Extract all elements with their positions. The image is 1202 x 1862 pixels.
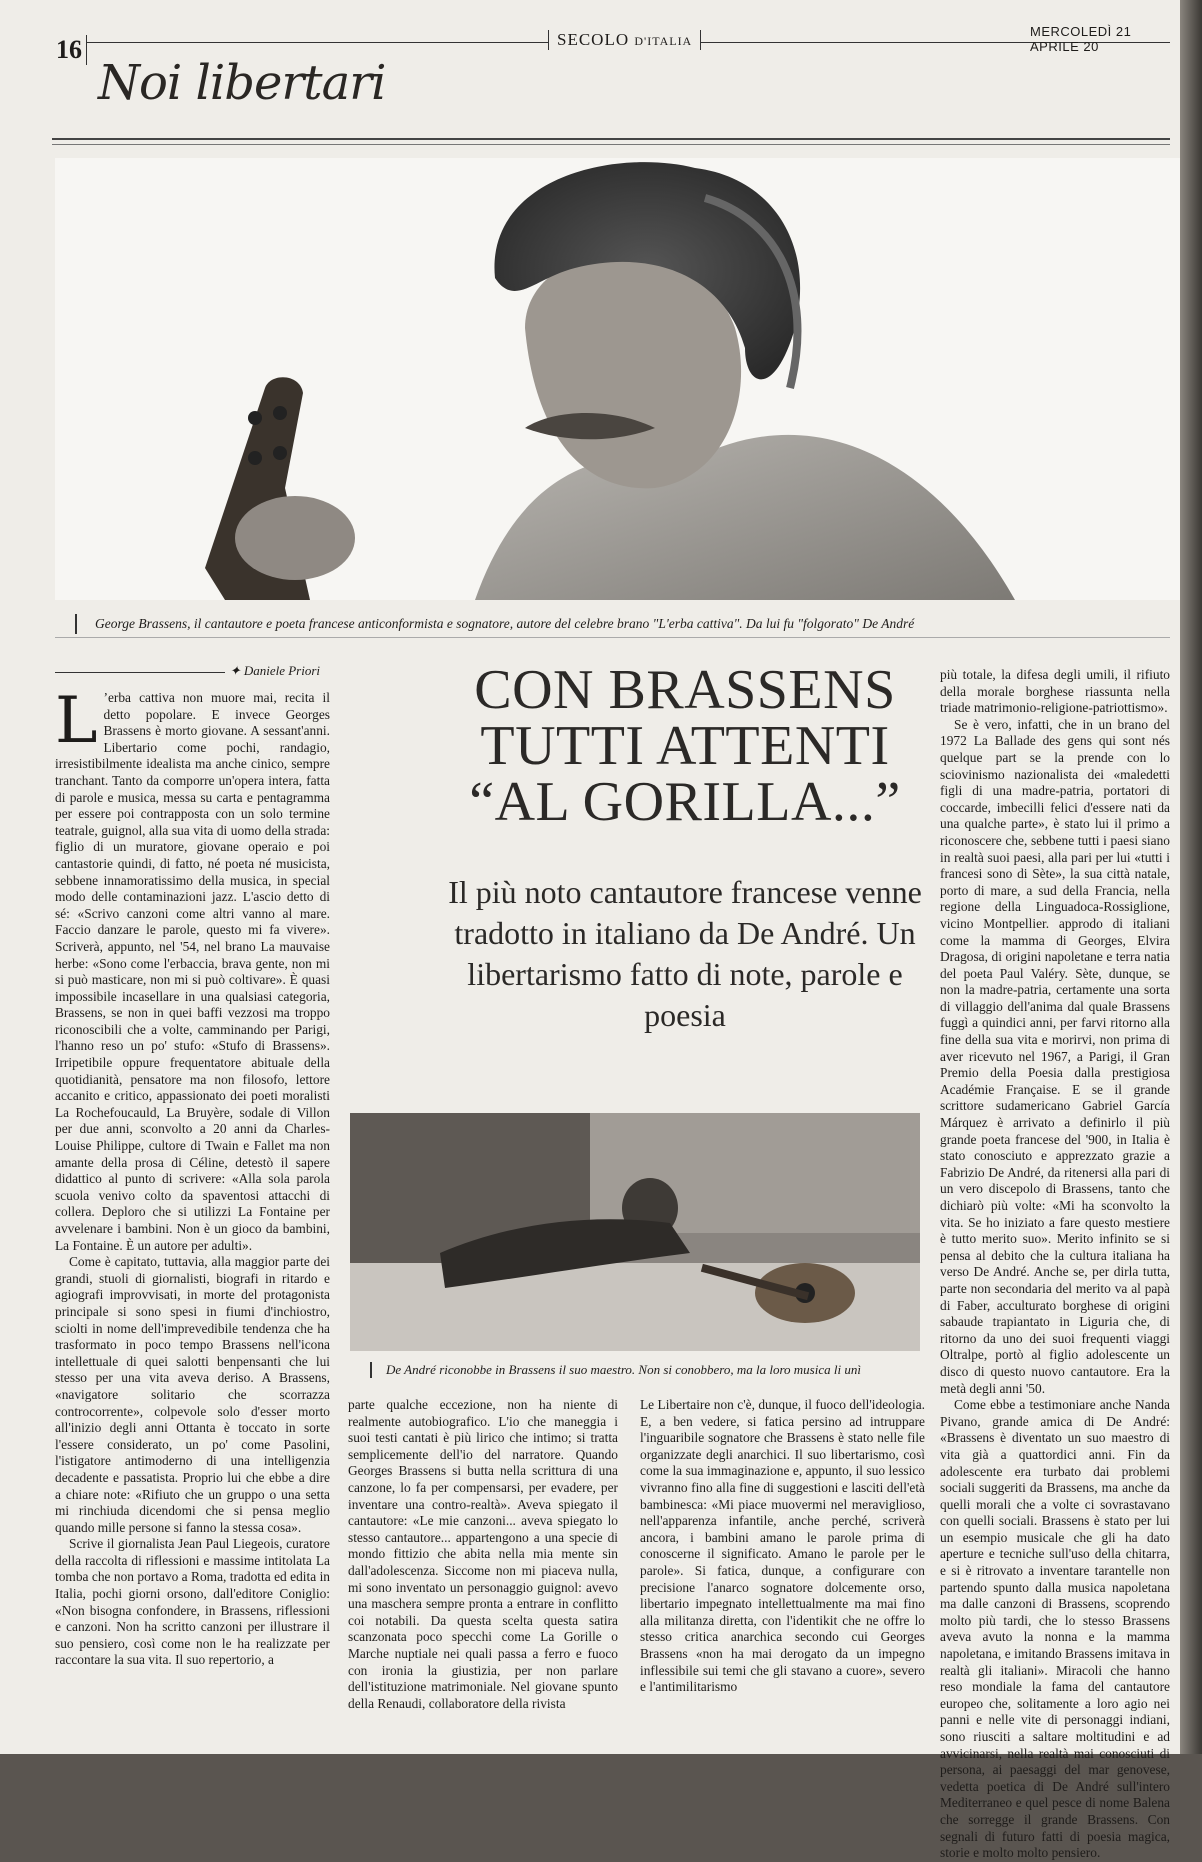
article-column-2 (348, 1397, 618, 1752)
author-name: Daniele Priori (243, 663, 320, 678)
paragraph: Come è capitato, tuttavia, alla maggior parte dei grandi, stuoli di giornalisti, biografi in ritardo e agiografi improvvisati, in morte del protagonista principale si sono spesi in fiumi d'inchiostro, sciolti in nome dell'imprevedibile tendenza che ha trasformato in poco tempo Brassens nell'icona intellettuale di quei salotti benpensanti che lui stesso per una vita aveva deriso. A Brassens, «navigatore solitario che scorrazza controcorrente», colpevole solo d'esser morto all'inizio degli anni Ottanta è toccato in sorte l'essere considerato, un po' come Pasolini, l'istigatore antimoderno di una intelligenzia decadente e passatista. Proprio lui che ebbe a dire a chiare note: «Rifiuto che un gruppo o una setta mi rinchiuda dicendomi che si pensa meglio quando mille persone si fanno la stessa cosa». (55, 1254, 330, 1535)
section-title: Noi libertari (98, 55, 386, 111)
subheadline: Il più noto cantautore francese venne tradotto in italiano da De André. Un libertarismo fatto di note, parole e poesia (448, 874, 922, 1033)
headline-line: CON BRASSENS (474, 659, 896, 721)
paragraph: Se è vero, infatti, che in un brano del 1972 La Ballade des gens qui sont nés quelque part se la prende con lo sciovinismo nazionalista dei «maledetti figli di una madre-patria, portatori di coccarde, imbecilli felici d'essere nati da una qualche parte», è stato lui il primo a riconoscere che, sebbene tutti i paesi siano in realtà suoi paesi, alla pari per lui «tutti i francesi sono di Sète», la sua città natale, porto di mare, a sud della Francia, nella regione della Linguadoca-Rossiglione, vicino Montpellier. approdo di italiani come la mamma di Georges, Elvira Dragosa, di origini napoletane e terra natia del poeta Paul Valéry. Sète, dunque, se non la madre-patria, certamente una sorta di villaggio dell'anima dal quale Brassens fuggì a quindici anni, per farvi ritorno alla fine della sua vita e morirvi, non prima di aver ricevuto nel 1967, a Parigi, il Gran Premio della Poesia dalla prestigiosa Académie Française. E se il grande scrittore sudamericano Gabriel García Márquez è arrivato a definirlo il più grande poeta francese del '900, in Italia è stato conosciuto e apprezzato grazie a Fabrizio De André, da ritenersi alla pari di un vero discepolo di Brassens, tanto che dichiarò più volte: «Mi ha sconvolto la vita. Se ho iniziato a fare questo mestiere è tutto merito suo». Merito infinito se si pensa al debito che la cultura italiana ha verso De André. Anche se, per dirla tutta, parte non secondaria del merito va al papà di Faber, acculturato borghese di origini sabaude trapiantato in Liguria che, di ritorno da uno dei suoi frequenti viaggi Oltralpe, portò al figlio adolescente un disco di questo nuovo cantautore. Era la metà degli anni '50. (940, 716, 1170, 1396)
byline: ✦ Daniele Priori (229, 663, 320, 678)
paragraph: più totale, la difesa degli umili, il rifiuto della morale borghese riassunta nella triade matrimonio-religione-patriottismo». (940, 667, 1170, 716)
brassens-photo (55, 158, 1180, 600)
photo-caption: George Brassens, il cantautore e poeta francese anticonformista e sognatore, autore del celebre brano "L'erba cattiva". Da lui fu "folgorato" De André (75, 614, 1195, 634)
drop-cap: L (55, 684, 98, 758)
article-column-4 (940, 667, 1170, 1861)
newspaper-title-suffix: D'ITALIA (634, 34, 693, 48)
article-column-1 (55, 684, 330, 1750)
headline-line: TUTTI ATTENTI (480, 715, 890, 777)
newspaper-name (548, 30, 701, 50)
photo2-caption: De André riconobbe in Brassens il suo maestro. Non si conobbero, ma la loro musica li unì (370, 1362, 961, 1378)
de-andre-scene-illustration (350, 1113, 920, 1351)
brassens-portrait-illustration (55, 158, 1180, 600)
paragraph: Scrive il giornalista Jean Paul Liegeois, curatore della raccolta di riflessioni e massime intitolata La tomba che non portavo a Roma, tradotta ed edita in Italia, pochi giorni orsono, dall'editore Coniglio: «Non bisogna confondere, in Brassens, riflessioni e canzoni. Non ha scritto canzoni per illustrare il suo pensiero, così come non le ha realizzate per raccontare la sua vita. Il suo repertorio, a (55, 1536, 330, 1668)
article-column-3 (640, 1397, 925, 1752)
caption-rule (55, 637, 1170, 638)
headline-line: “AL GORILLA...” (469, 771, 901, 833)
paragraph: Come ebbe a testimoniare anche Nanda Pivano, grande amica di De André: «Brassens è diventato un suo maestro di vita già a quattordici anni. Fin da adolescente era turbato dai problemi sociali suggeriti da Brassens, ma anche da quelli morali che a volte ci sovrastavano con quelli sociali. Brassens è stato per lui un esempio musicale che gli ha dato aperture e tecniche sull'uso della chitarra, e si è ritrovato a inventare tarantelle non partendo spunto dalla musica napoletana ma dalle canzoni di Brassens, scoprendo molto più tardi, che lo stesso Brassens aveva avuto la nonna e la mamma napoletana, e imitando Brassens imitava in realtà gli italiani». Miracoli che hanno reso mondiale la fama del cantautore europeo che, solitamente a loro agio nei panni e nelle vite di personaggi indiani, sono riusciti a saltare moltitudini e ad avvicinarsi, nella realtà mai conosciuti di persona, ai paesaggi del mar genovese, vedetta poetica di De André sull'intero Mediterraneo e quel pesce di nome Balena che sorregge il grande Brassens. Con segnali di futuro fatti di poesia magica, storie e molto molto pensiero. (940, 1397, 1170, 1861)
page-number: 16 (52, 35, 87, 65)
section-rule (52, 138, 1170, 140)
newspaper-title: SECOLO (557, 30, 630, 49)
issue-date: MERCOLEDÌ 21 APRILE 20 (1030, 24, 1132, 54)
paragraph: Le Libertaire non c'è, dunque, il fuoco dell'ideologia. E, a ben vedere, si fatica persino ad intruppare l'inguaribile sognatore che Brassens è stato nelle file organizzate degli anarchici. Il suo libertarismo, così come la sua immaginazione e, appunto, il suo lessico vivranno fino alla fine di suggestioni e lasciti dell'età bambinesca: «Mi piace muovermi nel meraviglioso, nell'apparenza infantile, anche perché, scriverà ancora, i bambini amano le parole prima di conoscerne il significato. Amano le parole per le parole». Si fatica, dunque, a configurare con precisione l'anarco sognatore dolcemente orso, libertario impegnato intellettualmente ma mai fino alla militanza diretta, con l'identikit che ne offre lo stesso critica anarchica secondo cui Georges Brassens «non ha mai derogato da un impegno inflessibile sui temi che gli stavano a cuore», severo e l'antimilitarismo (640, 1397, 925, 1695)
de-andre-photo (350, 1113, 920, 1351)
book-binding-edge (1180, 0, 1202, 1754)
section-rule-thin (52, 144, 1170, 145)
paragraph: parte qualche eccezione, non ha niente di realmente autobiografico. L'io che maneggia i suoi testi cantati è più lirico che intimo; si tratta semplicemente dell'io del narratore. Quando Georges Brassens si butta nella scrittura di una canzone, lo fa per compensarsi, per evadere, per inventare una contro-realtà». Aveva spiegato il cantautore: «Le mie canzoni... aveva spiegato lo stesso cantautore... appartengono a una specie di mondo fittizio che abita nella mia mente sin dall'adolescenza. Siccome non mi piaceva nulla, mi sono inventato un personaggio guignol: avevo una maschera sempre pronta a entrare in conflitto coi notabili. Da questa scelta questa satira scanzonata poco specchi come La Gorille o Marche nuptiale nei quali passa a ferro e fuoco con ironia la giustizia, per non parlare dell'istituzione matrimoniale. Nel giovane spunto della Renaudi, collaboratore della rivista (348, 1397, 618, 1711)
headline (440, 659, 930, 833)
paragraph: ’erba cattiva non muore mai, recita il detto popolare. E invece Georges Brassens è morto giovane. A sessant'anni. Libertario come pochi, randagio, irresistibilmente idealista ma anche cinico, sempre tranchant. Tanto da comporre un'opera intera, fatta di parole e musica, messa su carta e pentagramma per essere poi contrapposta con un solo termine teatrale, guignol, alla sua vita di uomo della strada: figlio di un muratore, giovane operaio e poi cantastorie quindi, di fatto, né poeta né musicista, sebbene innamoratissimo della musica, in special modo delle contaminazioni jazz. L'ascio detto di sé: «Scrivo canzoni come altri vanno al mare. Faccio danzare le parole, questo mi fa vivere». Scriverà, appunto, nel '54, nel brano La mauvaise herbe: «Sono come l'erbaccia, brava gente, non mi si può masticare, non mi si può coltivare». È quasi impossibile incasellare in una qualsiasi categoria, Brassens, se non in quei baffi vezzosi ma troppo riconoscibili che a volte, camminando per Parigi, l'hanno reso un po' stufo: «Stufo di Brassens». Irripetibile oppure frequentatore abituale della quotidianità, pensatore ma non filosofo, lettore accanito e critico, appassionato dei poeti moralisti La Rochefoucauld, La Bruyère, sodale di Villon per due anni, sconvolto a 20 anni da Charles-Louise Philippe, cultore di Twain e Fallet ma non amante della prosa di Céline, detestò il sapere didattico al punto di scrivere: «Alla sola parola scuola venivo colto da spaventosi attacchi di collera. Deploro che si utilizzi La Fontaine per avvelenare i bambini. Non è un gioco da bambini, La Fontaine. È un autore per adulti». (55, 690, 330, 1253)
